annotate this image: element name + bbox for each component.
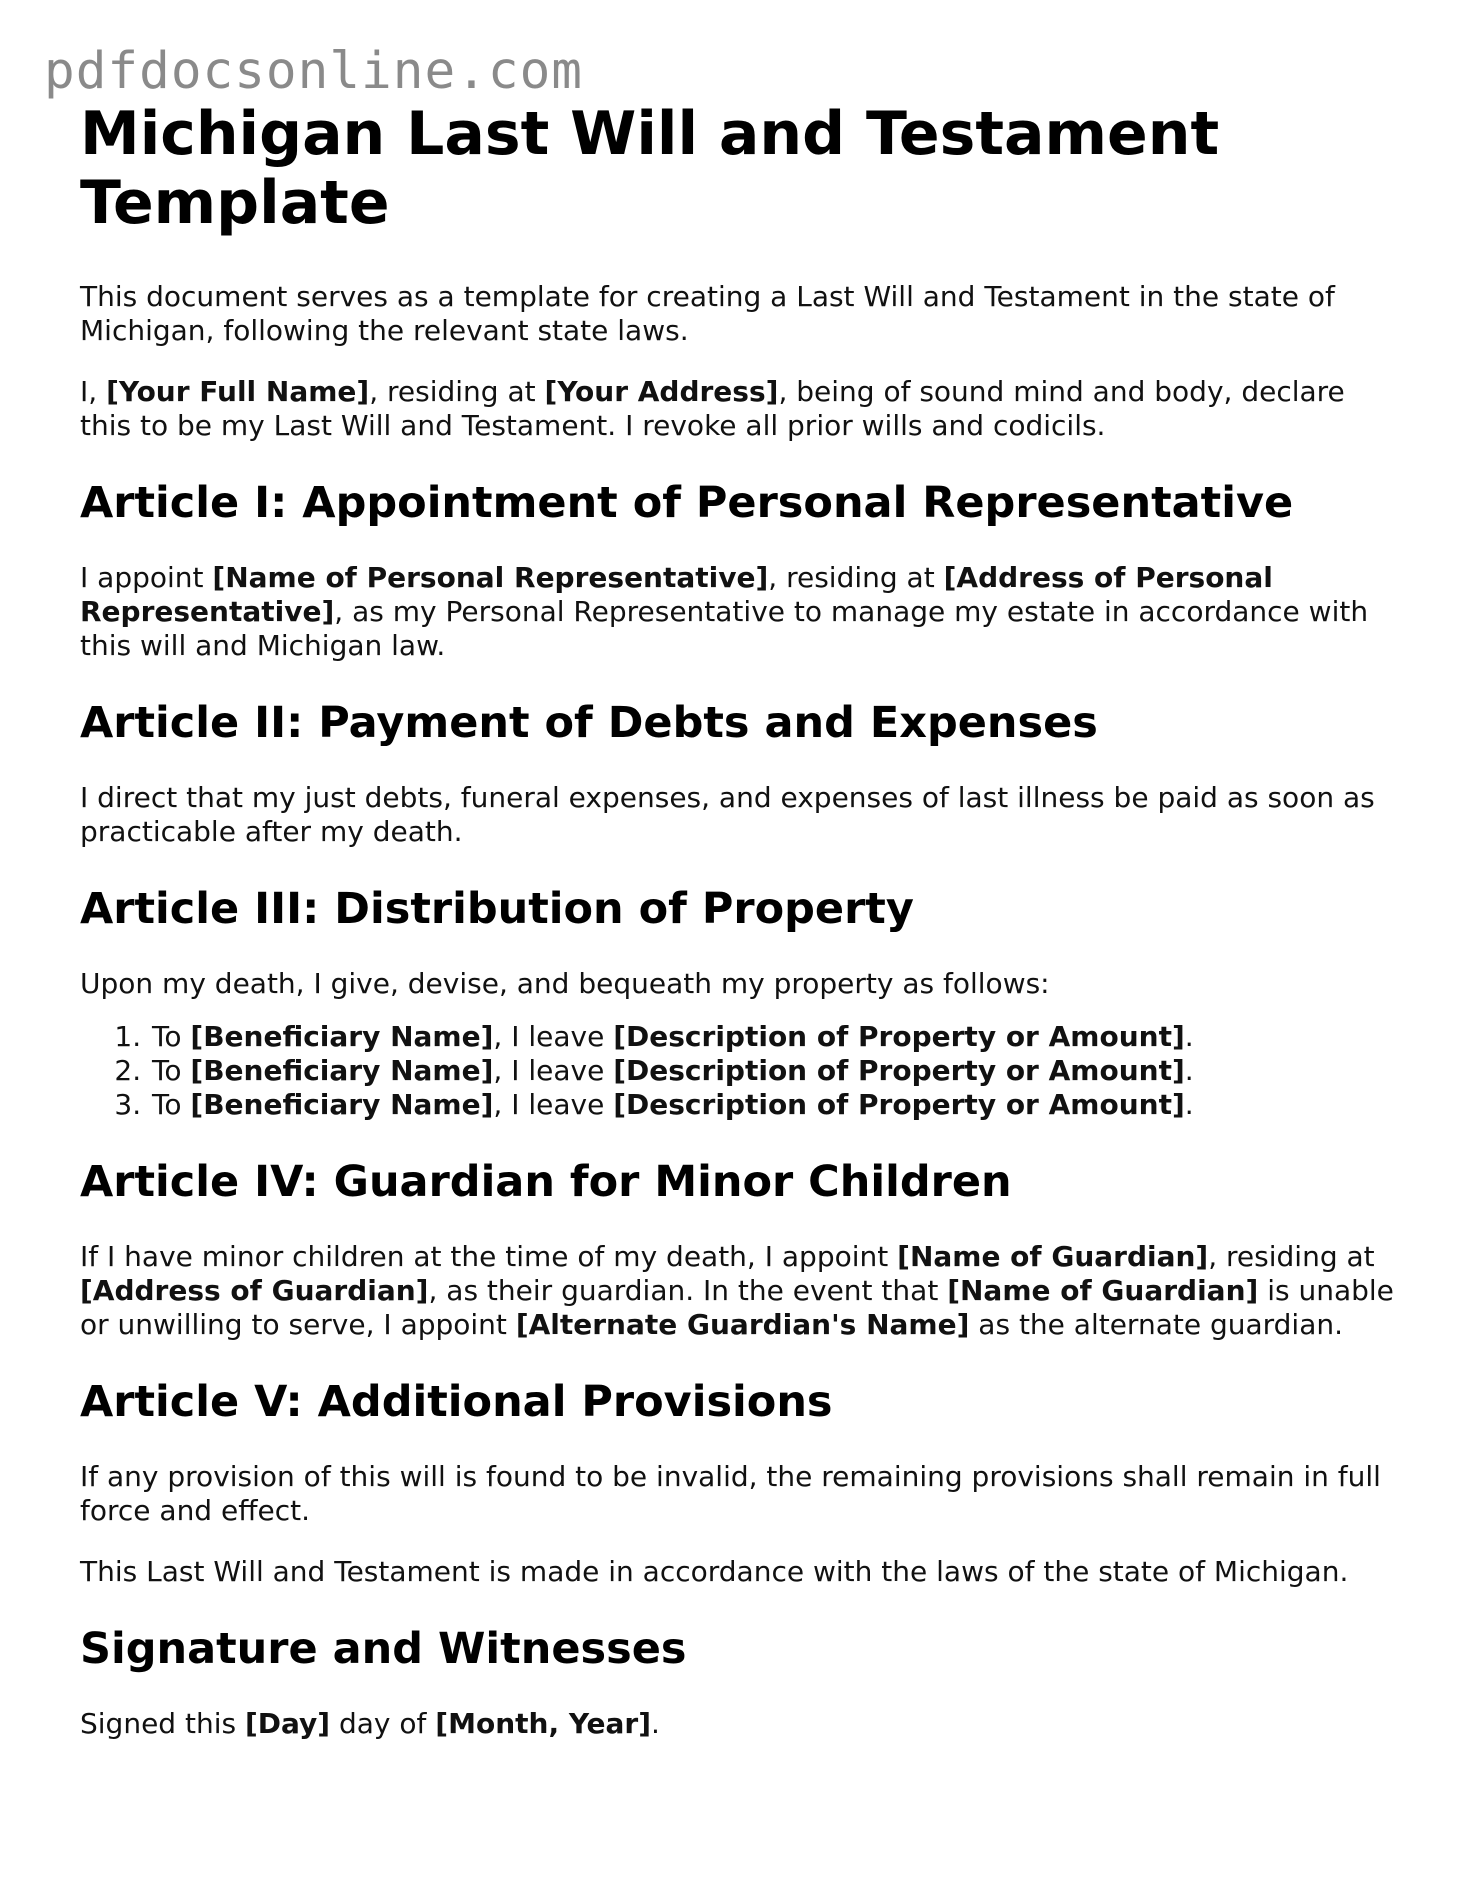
- signature-paragraph: Signed this [Day] day of [Month, Year].: [80, 1707, 660, 1740]
- document-page: [80, 100, 1400, 1768]
- article-1-paragraph: I appoint [Name of Personal Representative], residing at [Address of Personal Representative], as my Personal Representative to manage my estate in accordance with this will and Michigan law.: [80, 561, 1369, 662]
- placeholder-guardian-name: [Name of Guardian]: [947, 1274, 1259, 1307]
- placeholder-address: [Your Address]: [544, 375, 779, 408]
- article-1-heading: Article I: Appointment of Personal Representative: [80, 478, 1294, 528]
- article-5-paragraph-2: This Last Will and Testament is made in accordance with the laws of the state of Michigan.: [80, 1555, 1349, 1588]
- document-title: Michigan Last Will and Testament Template: [80, 99, 1220, 238]
- list-item: 2. To [Beneficiary Name], I leave [Description of Property or Amount].: [150, 1054, 1400, 1088]
- watermark: pdfdocsonline.com: [44, 42, 583, 101]
- article-4-heading: Article IV: Guardian for Minor Children: [80, 1157, 1012, 1207]
- placeholder-representative-address: [Address of Personal Representative]: [80, 561, 1273, 628]
- list-item: 1. To [Beneficiary Name], I leave [Description of Property or Amount].: [150, 1020, 1400, 1054]
- placeholder-beneficiary-name: [Beneficiary Name]: [190, 1088, 494, 1121]
- article-3-heading: Article III: Distribution of Property: [80, 884, 914, 934]
- declaration-paragraph: I, [Your Full Name], residing at [Your Address], being of sound mind and body, declare this to be my Last Will and Testament. I revoke all prior wills and codicils.: [80, 375, 1345, 442]
- list-item: 3. To [Beneficiary Name], I leave [Description of Property or Amount].: [150, 1088, 1400, 1122]
- property-distribution-list: [80, 1020, 1400, 1122]
- intro-paragraph: This document serves as a template for creating a Last Will and Testament in the state of Michigan, following the relevant state laws.: [80, 280, 1335, 347]
- placeholder-property-description: [Description of Property or Amount]: [613, 1020, 1185, 1053]
- placeholder-property-description: [Description of Property or Amount]: [613, 1088, 1185, 1121]
- placeholder-guardian-address: [Address of Guardian]: [80, 1274, 429, 1307]
- placeholder-representative-name: [Name of Personal Representative]: [212, 561, 769, 594]
- placeholder-beneficiary-name: [Beneficiary Name]: [190, 1020, 494, 1053]
- article-2-heading: Article II: Payment of Debts and Expenses: [80, 698, 1098, 748]
- signature-heading: Signature and Witnesses: [80, 1624, 687, 1674]
- article-5-paragraph-1: If any provision of this will is found to be invalid, the remaining provisions shall remain in full force and effect.: [80, 1460, 1381, 1527]
- placeholder-day: [Day]: [244, 1707, 331, 1740]
- placeholder-property-description: [Description of Property or Amount]: [613, 1054, 1185, 1087]
- article-4-paragraph: If I have minor children at the time of my death, I appoint [Name of Guardian], residing at [Address of Guardian], as their guardian. In the event that [Name of Guardian] is unable or unwilling to serve, I appoint [Alternate Guardian's Name] as the alternate guardian.: [80, 1240, 1394, 1341]
- placeholder-beneficiary-name: [Beneficiary Name]: [190, 1054, 494, 1087]
- placeholder-alternate-guardian-name: [Alternate Guardian's Name]: [515, 1308, 970, 1341]
- placeholder-guardian-name: [Name of Guardian]: [897, 1240, 1209, 1273]
- placeholder-full-name: [Your Full Name]: [106, 375, 370, 408]
- article-2-paragraph: I direct that my just debts, funeral expenses, and expenses of last illness be paid as soon as practicable after my death.: [80, 781, 1375, 848]
- article-3-intro: Upon my death, I give, devise, and bequeath my property as follows:: [80, 967, 1050, 1000]
- placeholder-month-year: [Month, Year]: [435, 1707, 652, 1740]
- article-5-heading: Article V: Additional Provisions: [80, 1377, 833, 1427]
